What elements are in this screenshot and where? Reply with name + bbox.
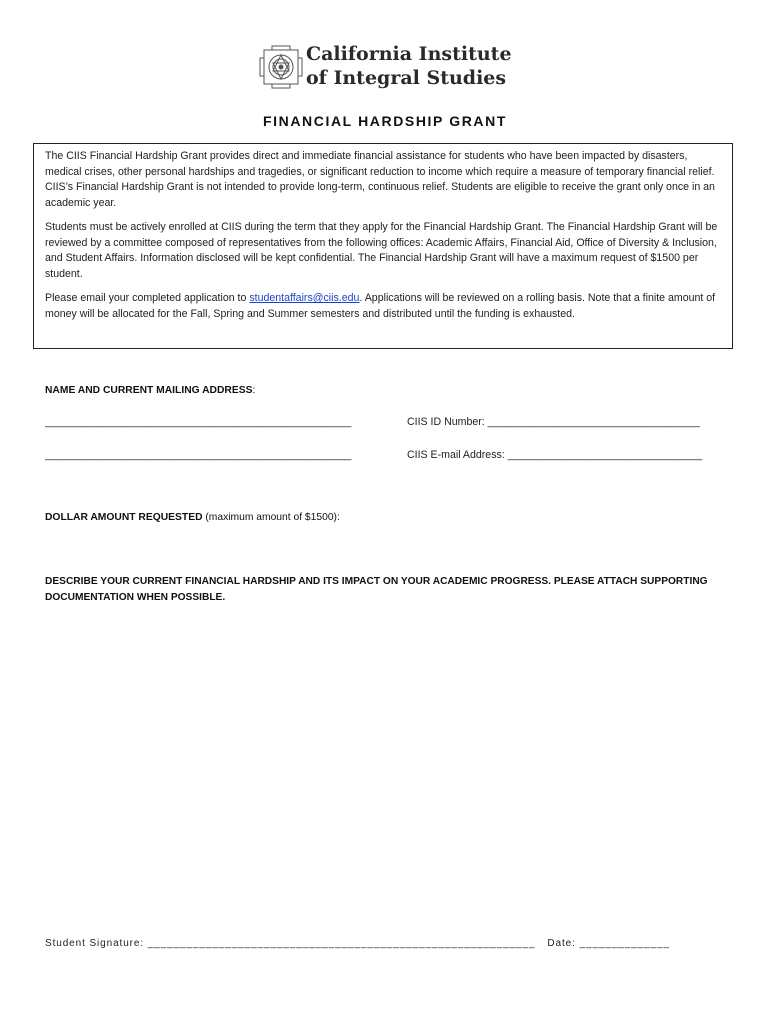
org-name (306, 42, 512, 90)
ciis-id-label: CIIS ID Number: (407, 416, 488, 428)
name-address-label (45, 385, 255, 396)
ciis-email-input[interactable]: _________________________________ (507, 449, 703, 461)
ciis-id-field (407, 416, 700, 428)
intro-p3-before: Please email your completed application to (45, 292, 250, 304)
ciis-logo (258, 42, 518, 94)
describe-hardship-label: DESCRIBE YOUR CURRENT FINANCIAL HARDSHIP AND ITS IMPACT ON YOUR ACADEMIC PROGRESS. PLEASE ATTACH SUPPORTING DOCUMENTATION WHEN POSSIBLE. (45, 576, 708, 603)
name-address-colon: : (252, 385, 256, 396)
intro-box (33, 143, 733, 349)
intro-p3-after: . Applications will be reviewed on a rolling basis. Note that a finite amount of money will be allocated for the Fall, Spring and Summer semesters and distributed until the funding is exhausted. (45, 292, 716, 320)
intro-paragraph-1: The CIIS Financial Hardship Grant provides direct and immediate financial assistance for students who have been impacted by disasters, medical crises, other personal hardships and tragedies, or significant reduction to income which require a measure of temporary financial relief. CIIS’s Financial Hardship Grant is not intended to provide long-term, continuous relief. Students are eligible to receive the grant only once in an academic year. (45, 150, 715, 209)
ciis-id-input[interactable]: ____________________________________ (487, 416, 700, 428)
name-address-heading: NAME AND CURRENT MAILING ADDRESS (45, 385, 253, 396)
date-input[interactable]: ______________ (579, 938, 670, 949)
org-name-line1: California Institute (306, 43, 512, 65)
dollar-amount-note: (maximum amount of $1500): (202, 512, 340, 523)
page-title: FINANCIAL HARDSHIP GRANT (263, 113, 507, 129)
dollar-amount-heading: DOLLAR AMOUNT REQUESTED (45, 512, 203, 523)
ciis-email-field (407, 449, 702, 461)
ciis-mandala-logo-icon (258, 42, 304, 92)
intro-paragraph-2: Students must be actively enrolled at CIIS during the term that they apply for the Financial Hardship Grant. The Financial Hardship Grant will be reviewed by a committee composed of representatives from the following offices: Academic Affairs, Financial Aid, Office of Diversity & Inclusion, and Student Affairs. Information disclosed will be kept confidential. The Financial Hardship Grant will have a maximum request of $1500 per student. (45, 221, 718, 280)
signature-row (45, 938, 735, 949)
signature-input[interactable]: ____________________________________________________________ (147, 938, 536, 949)
student-affairs-email-link[interactable]: studentaffairs@ciis.edu (249, 292, 360, 304)
date-label: Date: (547, 938, 580, 949)
intro-paragraph-3 (45, 291, 722, 322)
address-line-1[interactable]: ____________________________________________________ (45, 416, 352, 428)
ciis-email-label: CIIS E-mail Address: (407, 449, 508, 461)
org-name-line2: of Integral Studies (306, 67, 507, 89)
dollar-amount-label (45, 512, 340, 523)
address-line-2[interactable]: ____________________________________________________ (45, 449, 352, 461)
signature-label: Student Signature: (45, 938, 148, 949)
